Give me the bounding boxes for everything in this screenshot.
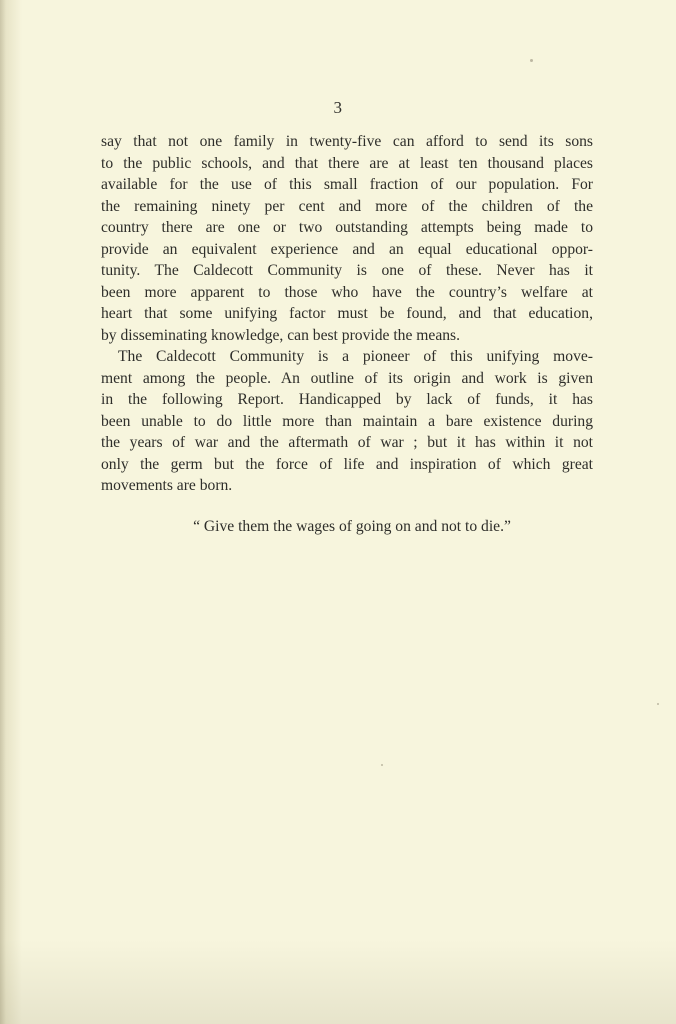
text-line: say that not one family in twenty-five can afford to send its sons [101, 133, 593, 150]
text-line: by disseminating knowledge, can best provide the means. [101, 326, 461, 344]
text-line: been unable to do little more than maintain a bare existence during [101, 412, 593, 430]
paper-speck [657, 703, 659, 705]
text-line: provide an equivalent experience and an equal educational oppor- [101, 240, 593, 258]
body-text [101, 131, 593, 497]
paper-speck [530, 59, 533, 62]
closing-quote: “ Give them the wages of going on and not to die.” [193, 518, 511, 535]
paragraph-2 [101, 346, 593, 497]
text-line: movements are born. [101, 477, 233, 494]
text-line: the years of war and the aftermath of war ; but it has within it not [101, 434, 593, 451]
text-line: country there are one or two outstanding attempts being made to [101, 219, 593, 236]
paragraph-1 [101, 131, 593, 346]
paper-speck [381, 764, 383, 766]
text-line: been more apparent to those who have the country’s welfare at [101, 283, 593, 301]
text-line: in the following Report. Handicapped by lack of funds, it has [101, 391, 593, 408]
text-line: The Caldecott Community is a pioneer of this unifying move- [118, 348, 593, 365]
text-line: heart that some unifying factor must be found, and that education, [101, 305, 593, 322]
text-line: ment among the people. An outline of its origin and work is given [101, 369, 593, 387]
text-line: available for the use of this small fraction of our population. For [101, 176, 593, 193]
page-number: 3 [333, 98, 343, 117]
text-line: the remaining ninety per cent and more of the children of the [101, 197, 593, 215]
text-line: to the public schools, and that there are at least ten thousand places [101, 154, 593, 172]
text-line: only the germ but the force of life and inspiration of which great [101, 455, 593, 473]
text-line: tunity. The Caldecott Community is one of these. Never has it [101, 262, 593, 279]
